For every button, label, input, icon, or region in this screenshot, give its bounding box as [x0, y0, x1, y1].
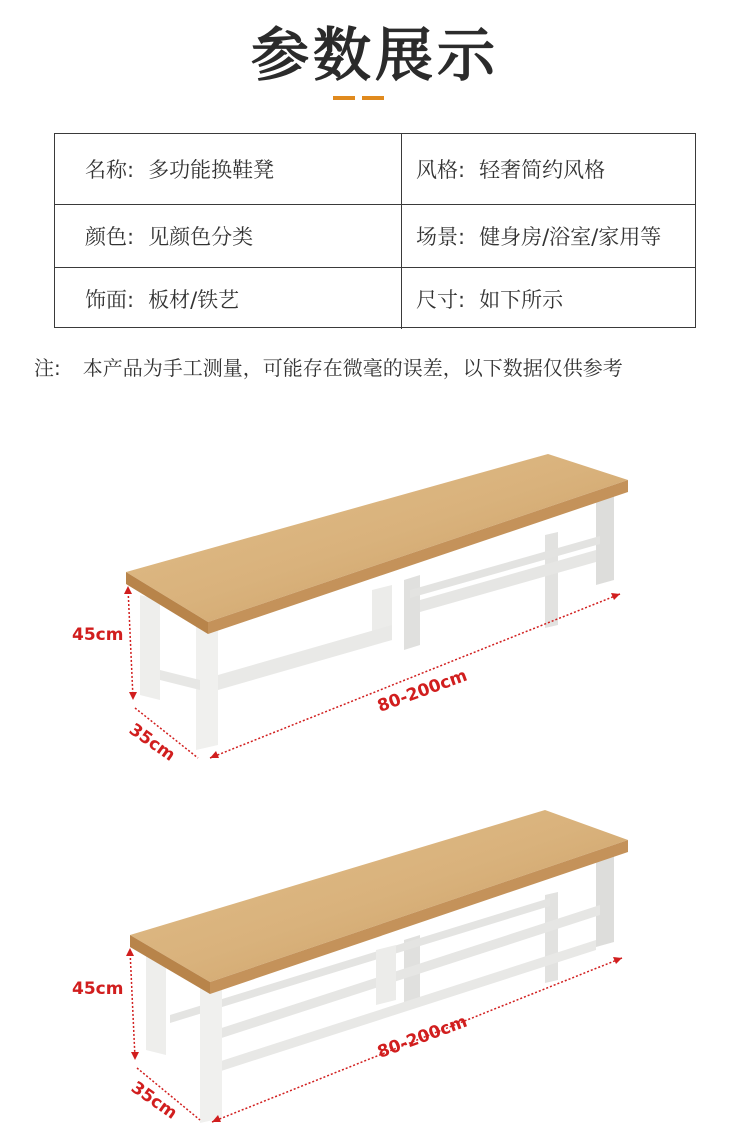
spec-row: [55, 134, 695, 204]
spec-cell: [401, 268, 695, 329]
spec-key: 颜色:: [85, 225, 135, 249]
spec-cell: [401, 134, 695, 204]
spec-key: 名称:: [85, 158, 135, 182]
spec-value: 板材/铁艺: [148, 287, 240, 312]
title-accent-left: [333, 96, 355, 100]
spec-cell: [55, 205, 401, 267]
bench-2-length-label: 80-200cm: [374, 1011, 471, 1063]
bench-1-length-label: 80-200cm: [374, 665, 471, 717]
title-accent-right: [362, 96, 384, 100]
bench-2-depth-label: 35cm: [127, 1077, 181, 1124]
spec-value: 如下所示: [479, 287, 564, 312]
spec-key: 风格:: [416, 158, 466, 182]
note-key: 注:: [34, 356, 61, 380]
bench-1-height-label: 45cm: [72, 625, 124, 645]
spec-key: 场景:: [416, 225, 466, 249]
bench-image-1: [0, 440, 750, 780]
spec-value: 见颜色分类: [148, 225, 254, 249]
spec-value: 轻奢简约风格: [479, 158, 606, 182]
bench-2-height-label: 45cm: [72, 979, 124, 999]
spec-cell: [55, 134, 401, 204]
spec-cell: [55, 268, 401, 329]
spec-row: [55, 267, 695, 329]
page-title: 参数展示: [250, 21, 499, 89]
spec-table: [54, 133, 696, 328]
note-text: 本产品为手工测量，可能存在微毫的误差，以下数据仅供参考: [82, 356, 623, 380]
measurement-note: [34, 352, 623, 381]
spec-key: 饰面:: [85, 287, 135, 312]
spec-value: 健身房/浴室/家用等: [479, 225, 662, 249]
spec-key: 尺寸:: [416, 287, 466, 312]
bench-image-2: [0, 800, 750, 1140]
bench-1-depth-label: 35cm: [125, 719, 179, 766]
spec-row: [55, 204, 695, 267]
spec-value: 多功能换鞋凳: [148, 158, 275, 182]
spec-cell: [401, 205, 695, 267]
